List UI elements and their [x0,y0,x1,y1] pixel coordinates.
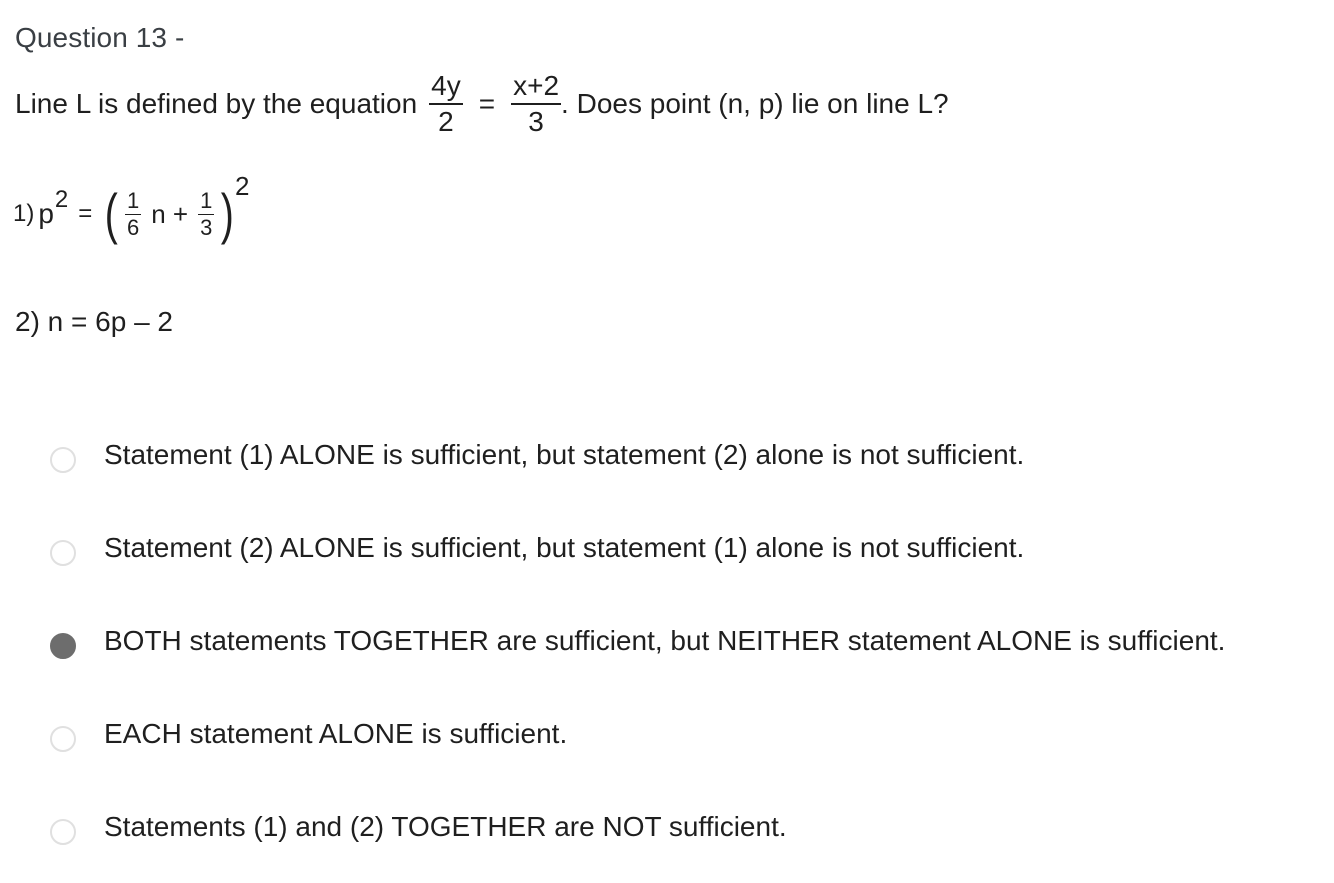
question-title: Question 13 - [15,22,185,53]
fraction-2-denominator: 3 [200,214,213,240]
rhs-fraction [511,72,561,136]
answer-option-1[interactable] [50,408,1225,501]
statement-1-equals: = [78,200,93,227]
answer-option-label: Statements (1) and (2) TOGETHER are NOT sufficient. [104,810,787,842]
statement-1-outer-exponent: 2 [234,170,250,201]
radio-button[interactable] [50,819,76,845]
fraction-1-denominator: 6 [126,214,140,240]
fraction-1-numerator: 1 [126,187,140,213]
equals-sign: = [478,88,496,119]
rhs-numerator: x+2 [511,72,561,105]
statement-1 [13,172,249,256]
answer-option-5[interactable] [50,780,1225,873]
statement-1-fraction-2 [198,187,214,240]
lhs-fraction [429,72,463,136]
radio-button[interactable] [50,540,76,566]
answer-option-3[interactable] [50,594,1225,687]
radio-button[interactable] [50,726,76,752]
statement-1-fraction-1 [125,187,141,240]
answer-option-label: Statement (1) ALONE is sufficient, but statement (2) alone is not sufficient. [104,438,1025,470]
answer-option-label: Statement (2) ALONE is sufficient, but statement (1) alone is not sufficient. [104,531,1025,563]
radio-button-selected[interactable] [50,633,76,659]
lhs-numerator: 4y [429,72,463,105]
statement-2: 2) n = 6p – 2 [15,306,174,337]
open-paren: ( [105,182,119,245]
answer-option-4[interactable] [50,687,1225,780]
answer-option-label: EACH statement ALONE is sufficient. [104,717,568,749]
radio-button[interactable] [50,447,76,473]
question-stem [15,66,949,142]
statement-1-exponent: 2 [54,186,69,213]
rhs-denominator: 3 [528,106,544,137]
statement-1-var: p [38,198,54,229]
statement-1-label: 1) [13,200,35,227]
fraction-2-numerator: 1 [200,187,213,213]
lhs-denominator: 2 [438,106,454,137]
answer-options [50,408,1225,873]
answer-option-2[interactable] [50,501,1225,594]
statement-1-mid-text: n + [151,198,189,229]
close-paren: ) [221,182,235,245]
stem-prefix: Line L is defined by the equation [15,88,418,119]
stem-suffix: . Does point (n, p) lie on line L? [561,88,949,119]
answer-option-label: BOTH statements TOGETHER are sufficient, but NEITHER statement ALONE is sufficient. [104,624,1226,656]
